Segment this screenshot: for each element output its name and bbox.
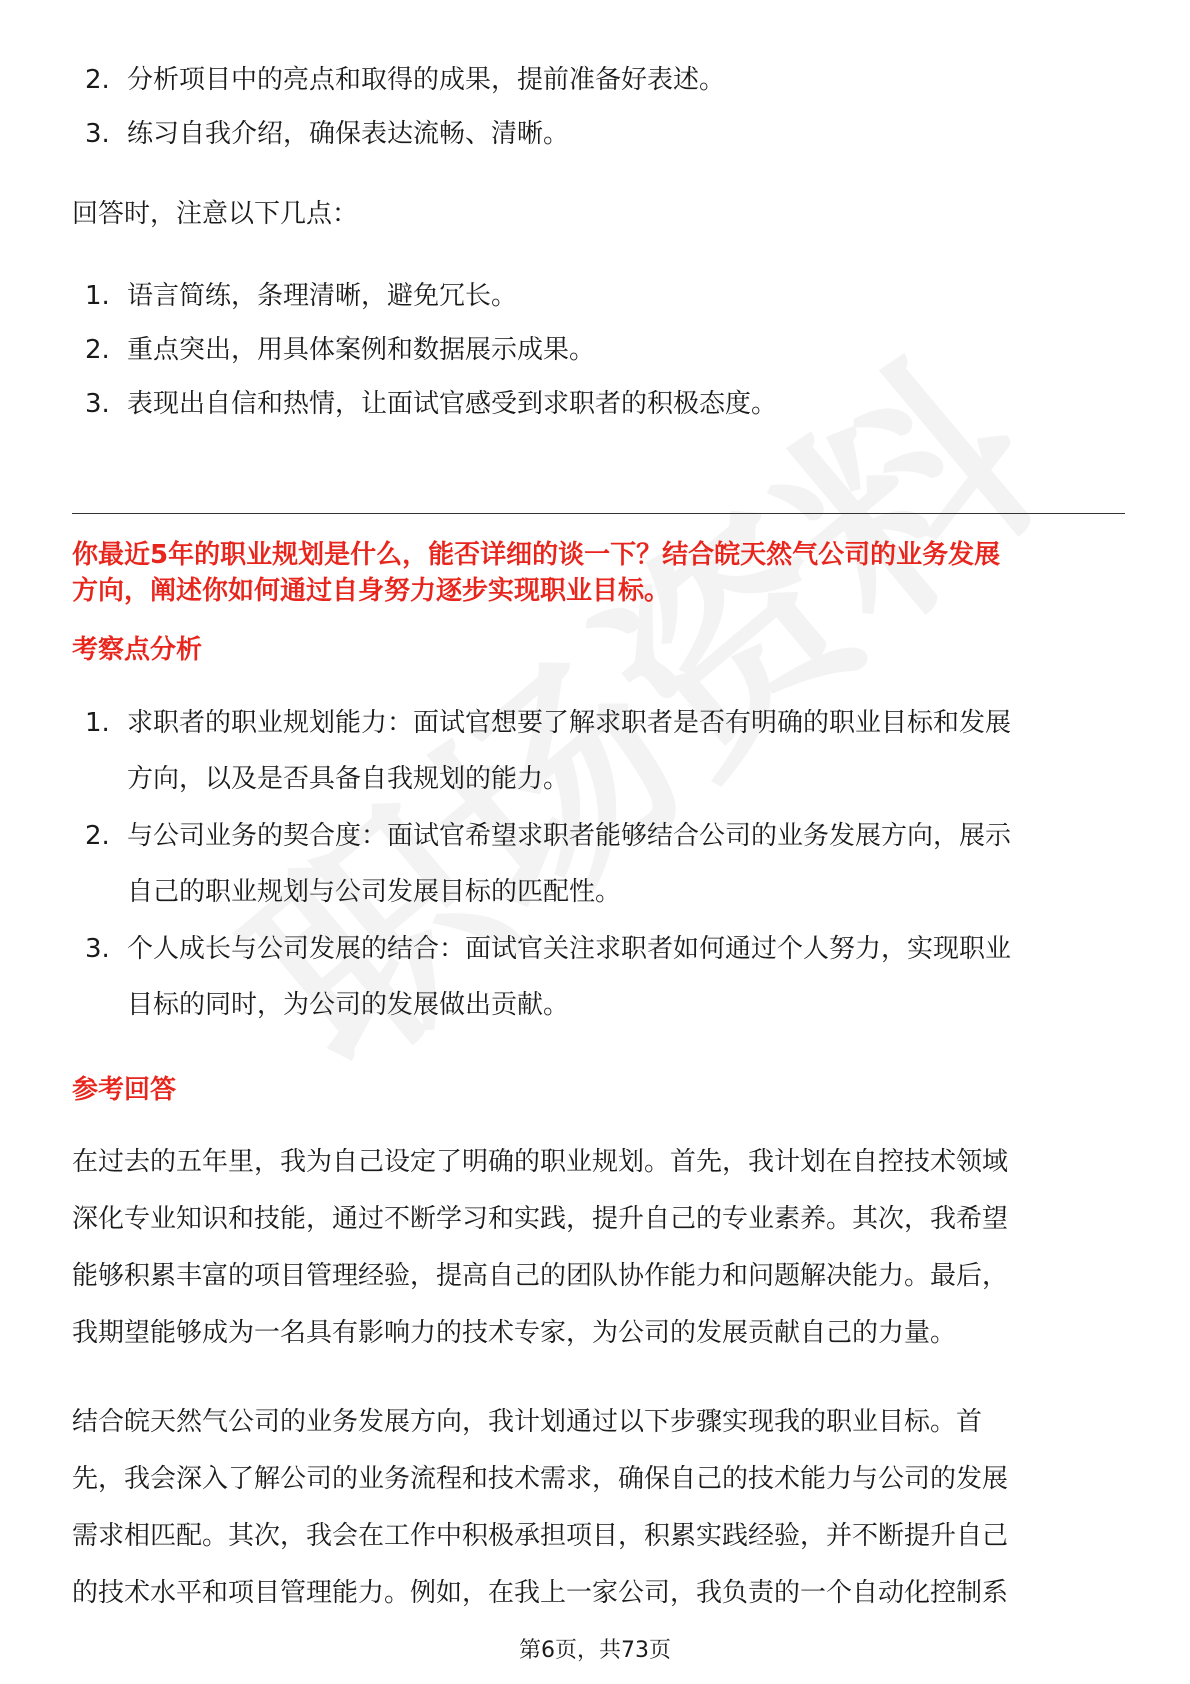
paragraph-line: 结合皖天然气公司的业务发展方向，我计划通过以下步骤实现我的职业目标。首 [72,1407,983,1437]
page-footer: 第6页，共73页 [519,1638,671,1663]
list-text-continued: 目标的同时，为公司的发展做出贡献。 [127,990,570,1020]
analysis-heading: 考察点分析 [72,635,203,665]
list-text: 语言简练，条理清晰，避免冗长。 [127,281,518,311]
list-text: 分析项目中的亮点和取得的成果，提前准备好表述。 [127,65,726,95]
question-line: 你最近5年的职业规划是什么，能否详细的谈一下？结合皖天然气公司的业务发展 [72,540,1001,570]
list-number: 3. [85,119,110,149]
question-line: 方向，阐述你如何通过自身努力逐步实现职业目标。 [72,576,671,606]
paragraph-line: 我期望能够成为一名具有影响力的技术专家，为公司的发展贡献自己的力量。 [72,1318,957,1348]
paragraph-line: 在过去的五年里，我为自己设定了明确的职业规划。首先，我计划在自控技术领域 [72,1147,1009,1177]
paragraph-line: 的技术水平和项目管理能力。例如，在我上一家公司，我负责的一个自动化控制系 [72,1578,1009,1608]
paragraph-line: 需求相匹配。其次，我会在工作中积极承担项目，积累实践经验，并不断提升自己 [72,1521,1009,1551]
list-number: 2. [85,335,110,365]
list-number: 1. [85,708,110,738]
list-text: 求职者的职业规划能力：面试官想要了解求职者是否有明确的职业目标和发展 [127,708,1012,738]
list-text: 练习自我介绍，确保表达流畅、清晰。 [127,119,570,149]
section-divider [72,513,1125,514]
list-text: 个人成长与公司发展的结合：面试官关注求职者如何通过个人努力，实现职业 [127,934,1012,964]
list-text: 与公司业务的契合度：面试官希望求职者能够结合公司的业务发展方向，展示 [127,821,1012,851]
list-number: 2. [85,821,110,851]
list-number: 1. [85,281,110,311]
list-text-continued: 自己的职业规划与公司发展目标的匹配性。 [127,877,622,907]
paragraph-line: 深化专业知识和技能，通过不断学习和实践，提升自己的专业素养。其次，我希望 [72,1204,1009,1234]
paragraph-line: 先，我会深入了解公司的业务流程和技术需求，确保自己的技术能力与公司的发展 [72,1464,1009,1494]
list-text: 表现出自信和热情，让面试官感受到求职者的积极态度。 [127,389,778,419]
list-text-continued: 方向，以及是否具备自我规划的能力。 [127,764,570,794]
list-number: 2. [85,65,110,95]
paragraph-line: 能够积累丰富的项目管理经验，提高自己的团队协作能力和问题解决能力。最后， [72,1261,1009,1291]
list-number: 3. [85,934,110,964]
list-text: 重点突出，用具体案例和数据展示成果。 [127,335,596,365]
list-number: 3. [85,389,110,419]
reference-heading: 参考回答 [72,1075,177,1105]
answer-intro: 回答时，注意以下几点： [72,199,359,229]
